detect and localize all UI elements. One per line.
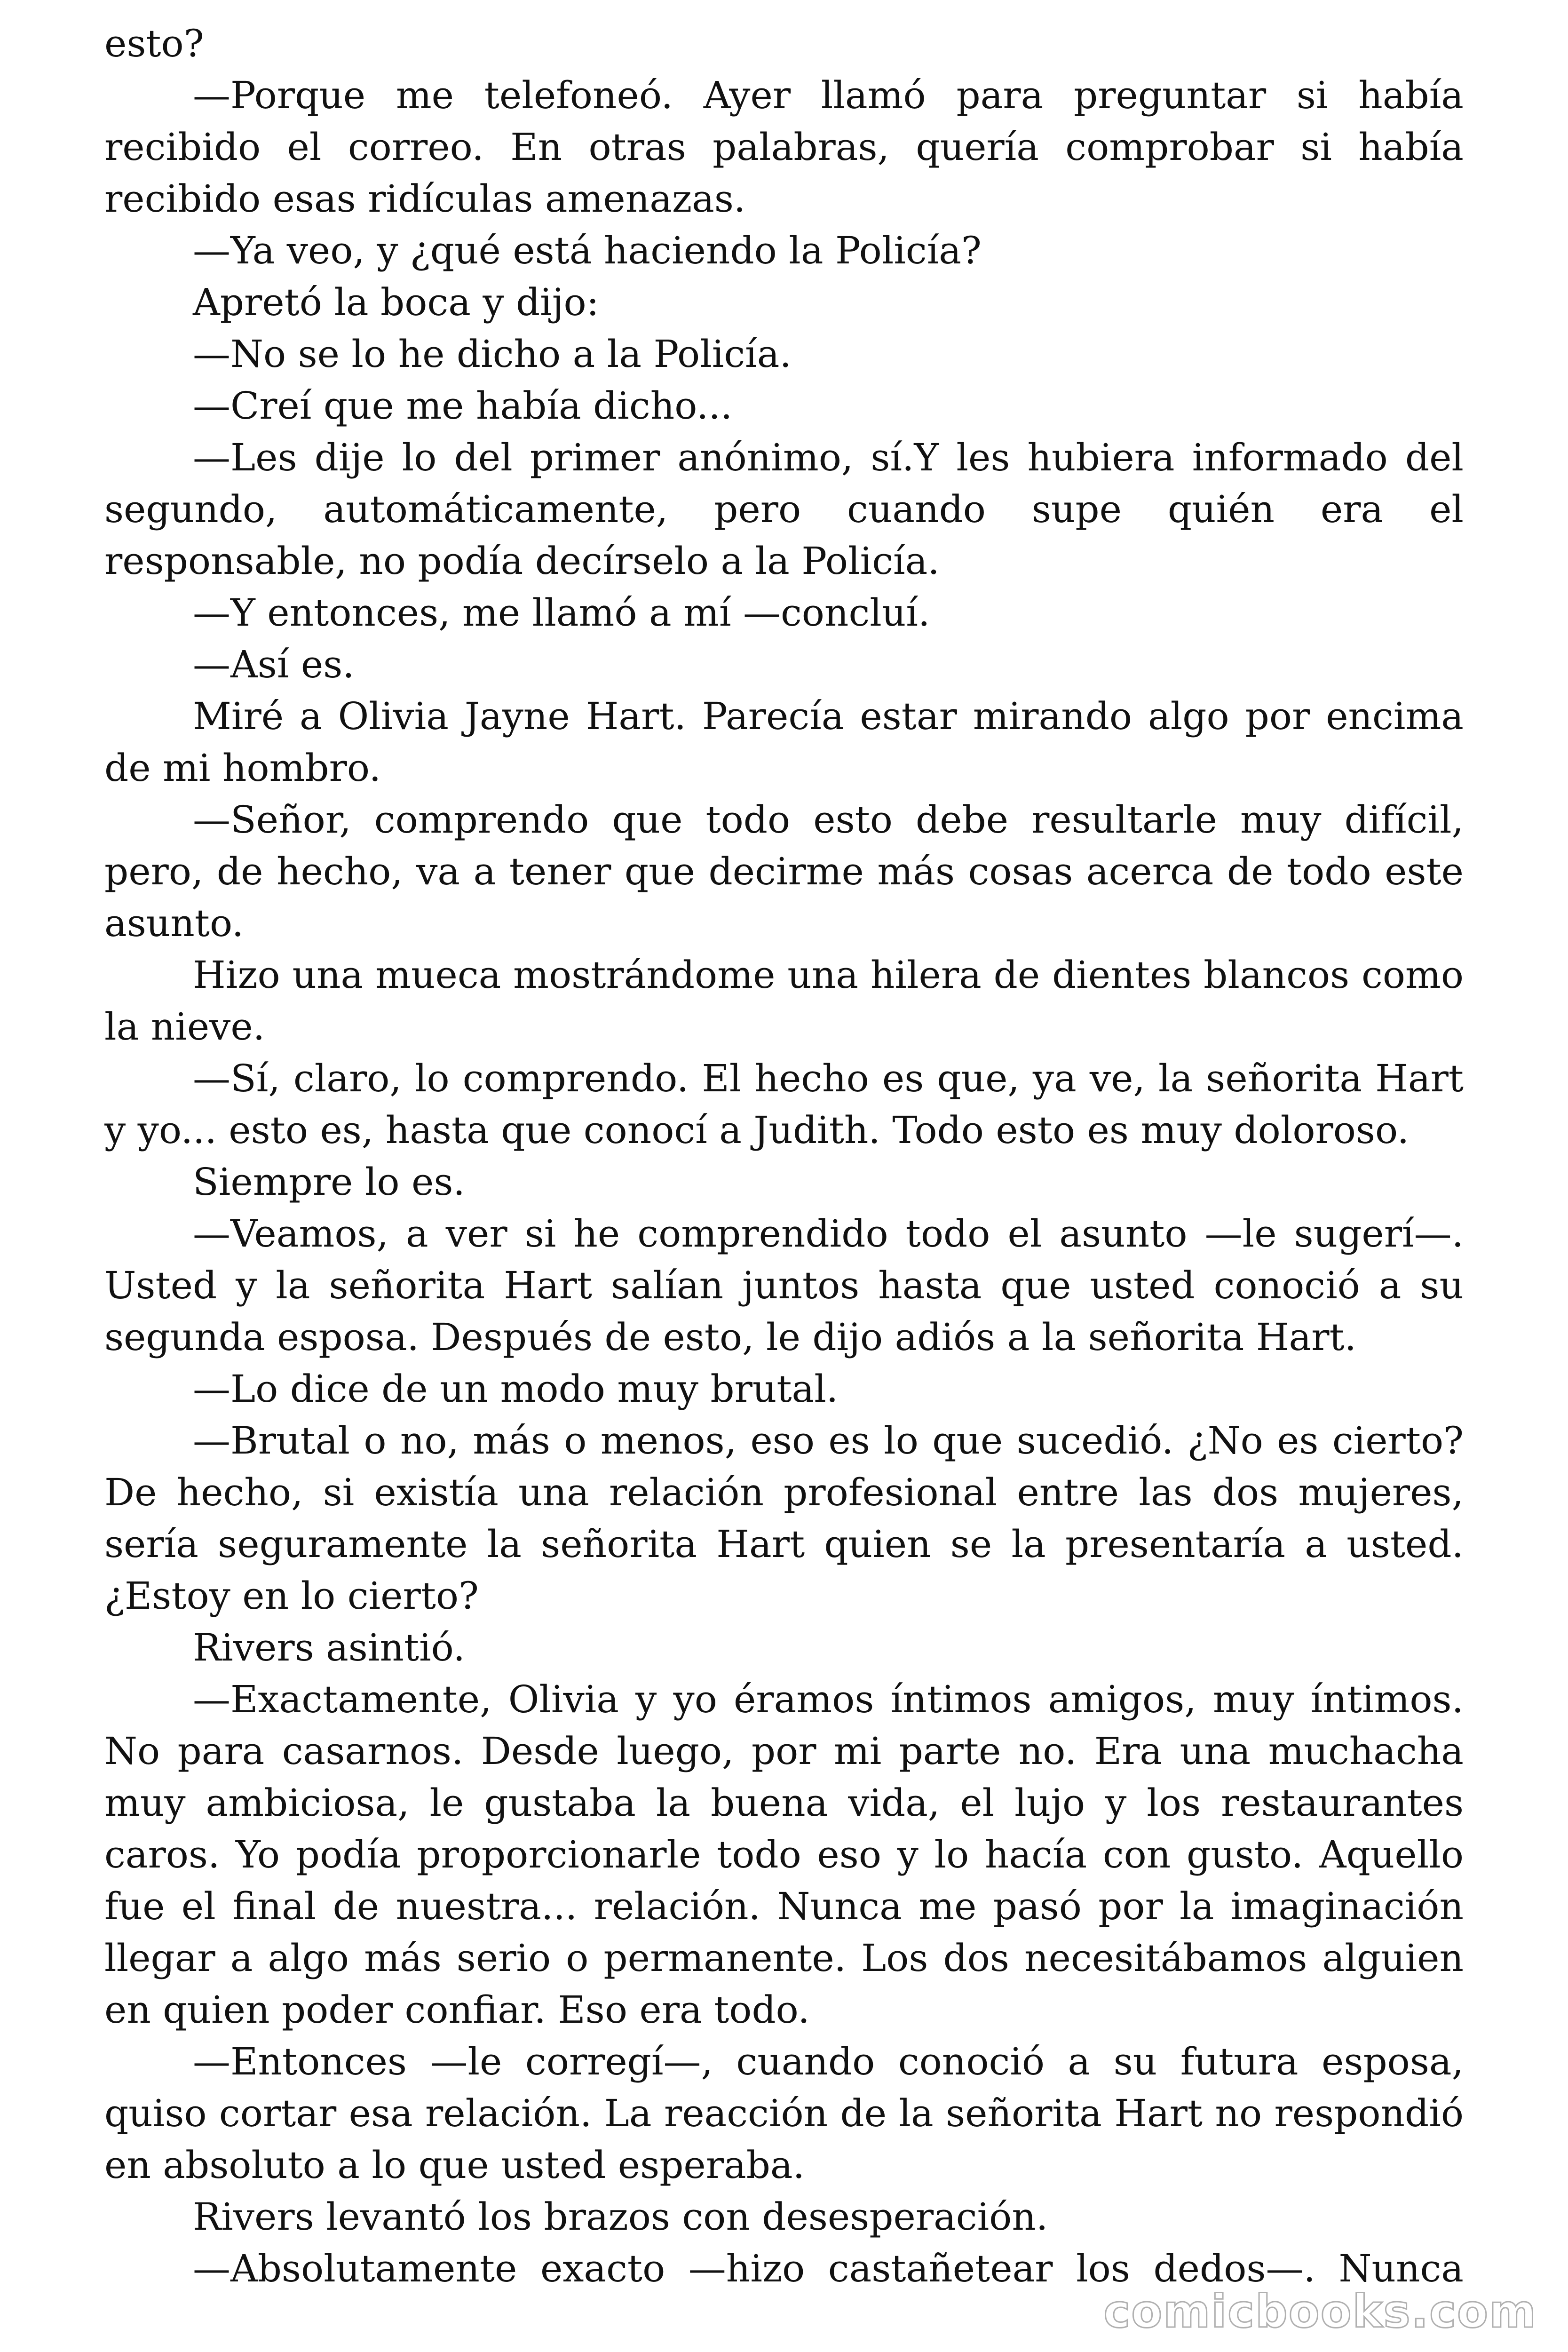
paragraph: Apretó la boca y dijo: [193, 280, 599, 324]
paragraph: Hizo una mueca mostrándome una hilera de dientes blancos como la nieve. [104, 953, 1464, 1049]
paragraph: Siempre lo es. [193, 1160, 465, 1204]
paragraph: —Lo dice de un modo muy brutal. [193, 1367, 839, 1411]
book-page [104, 18, 1464, 2342]
paragraph: —Exactamente, Olivia y yo éramos íntimos amigos, muy íntimos. No para casarnos. Desde luego, por mi parte no. Era una muchacha muy ambiciosa, le gustaba la buena vida, el lujo y los restaurantes caros. Yo podía proporcionarle todo eso y lo hacía con gusto. Aquello fue el final de nuestra... relación. Nunca me pasó por la imaginación llegar a algo más serio o permanente. Los dos necesitábamos alguien en quien poder confiar. Eso era todo. [104, 1677, 1464, 2032]
paragraph: —Señor, comprendo que todo esto debe resultarle muy difícil, pero, de hecho, va a tener que decirme más cosas acerca de todo este asunto. [104, 798, 1464, 945]
paragraph: Miré a Olivia Jayne Hart. Parecía estar mirando algo por encima de mi hombro. [104, 694, 1464, 790]
paragraph: Rivers levantó los brazos con desesperación. [193, 2195, 1048, 2239]
paragraph: —Veamos, a ver si he comprendido todo el asunto —le sugerí—. Usted y la señorita Hart salían juntos hasta que usted conoció a su segunda esposa. Después de esto, le dijo adiós a la señorita Hart. [104, 1212, 1464, 1359]
watermark: comicbooks.com [1103, 2285, 1537, 2338]
paragraph: —Brutal o no, más o menos, eso es lo que sucedió. ¿No es cierto? De hecho, si existía una relación profesional entre las dos mujeres, sería seguramente la señorita Hart quien se la presentaría a usted. ¿Estoy en lo cierto? [104, 1419, 1464, 1618]
paragraph: esto? [104, 22, 204, 65]
paragraph: —Así es. [193, 643, 355, 686]
paragraph: —Entonces —le corregí—, cuando conoció a su futura esposa, quiso cortar esa relación. La reacción de la señorita Hart no respondió en absoluto a lo que usted esperaba. [104, 2040, 1464, 2187]
paragraph: —Creí que me había dicho... [193, 384, 733, 428]
paragraph: —Absolutamente exacto —hizo castañetear los dedos—. Nunca [193, 2247, 1464, 2290]
paragraph: —Sí, claro, lo comprendo. El hecho es que, ya ve, la señorita Hart y yo... esto es, hasta que conocí a Judith. Todo esto es muy doloroso. [104, 1057, 1464, 1152]
paragraph: —No se lo he dicho a la Policía. [193, 332, 792, 376]
paragraph: —Porque me telefoneó. Ayer llamó para preguntar si había recibido el correo. En otras palabras, quería comprobar si había recibido esas ridículas amenazas. [104, 73, 1464, 221]
paragraph: —Ya veo, y ¿qué está haciendo la Policía? [193, 229, 982, 272]
paragraph: —Les dije lo del primer anónimo, sí.Y les hubiera informado del segundo, automáticamente, pero cuando supe quién era el responsable, no podía decírselo a la Policía. [104, 436, 1464, 583]
paragraph: —Y entonces, me llamó a mí —concluí. [193, 591, 930, 635]
paragraph: Rivers asintió. [193, 1626, 465, 1669]
